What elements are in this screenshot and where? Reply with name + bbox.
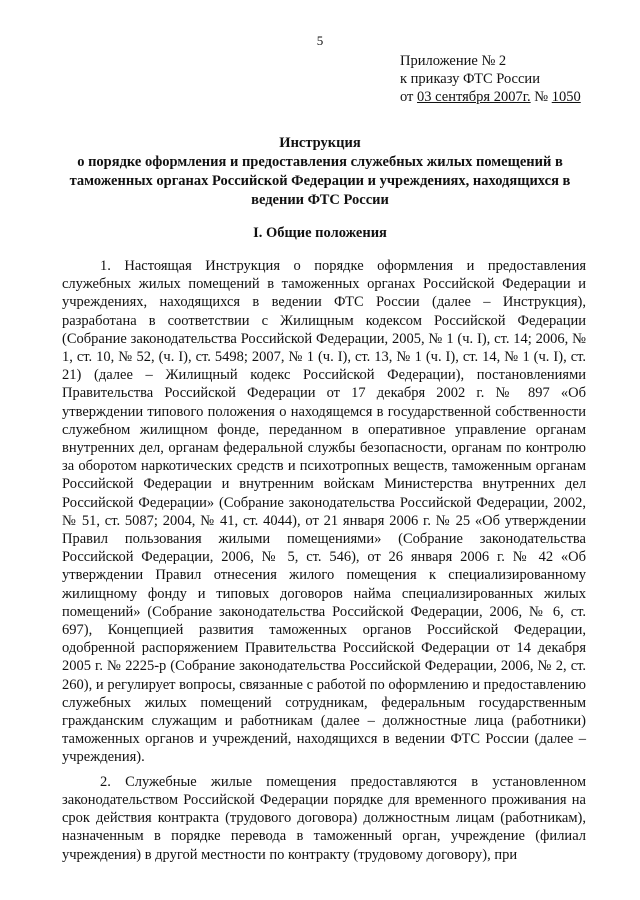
appendix-date: 03 сентября 2007г. [417,89,531,105]
appendix-line-2: к приказу ФТС России [400,71,540,87]
document-title [62,134,578,210]
appendix-line-1: Приложение № 2 [400,53,507,69]
paragraph-2: 2. Служебные жилые помещения предоставляются в установленном законодательством Российской Федерации порядке для временного проживания на срок действия контракта (трудового договора) должностным лицам (работникам), назначенным в порядке перевода в таможенный орган, учреждение (филиал учреждения) в другой местности по контракту (трудовому договору), при [62,773,586,863]
paragraph-1: 1. Настоящая Инструкция о порядке оформления и предоставления служебных жилых помещений в таможенных органах Российской Федерации и учреждениях, находящихся в ведении ФТС России (далее – Инструкция), разработана в соответствии с Жилищным кодексом Российской Федерации (Собрание законодательства Российской Федерации, 2005, № 1 (ч. I), ст. 14; 2006, № 1, ст. 10, № 52, (ч. I), ст. 5498; 2007, № 1 (ч. I), ст. 13, № 1 (ч. I), ст. 14, № 1 (ч. I), ст. 21) (далее – Жилищный кодекс Российской Федерации), постановлениями Правительства Российской Федерации от 17 декабря 2002 г. № 897 «Об утверждении типового положения о находящемся в государственной собственности служебном жилищном фонде, переданном в оперативное управление органам внутренних дел, органам федеральной службы безопасности, органам по контролю за оборотом наркотических средств и психотропных веществ, таможенным органам Российской Федерации и внутренним войскам Министерства внутренних дел Российской Федерации» (Собрание законодательства Российской Федерации, 2002, № 51, ст. 5087; 2004, № 41, ст. 4044), от 21 января 2006 г. № 25 «Об утверждении Правил пользования жилыми помещениями» (Собрание законодательства Российской Федерации, 2006, № 5, ст. 546), от 26 января 2006 г. № 42 «Об утверждении Правил отнесения жилого помещения к специализированному жилищному фонду и типовых договоров найма специализированных жилых помещений» (Собрание законодательства Российской Федерации, 2006, № 6, ст. 697), Концепцией развития таможенных органов Российской Федерации, одобренной распоряжением Правительства Российской Федерации от 14 декабря 2005 г. № 2225-р (Собрание законодательства Российской Федерации, 2006, № 2, ст. 260), и регулирует вопросы, связанные с работой по оформлению и предоставлению служебных жилых помещений сотрудникам, федеральным государственным гражданским служащим и работникам (далее – должностные лица (работники) таможенных органов и учреждений, находящихся в ведении ФТС России (далее – учреждения). [62,258,586,766]
appendix-date-prefix: от [400,89,418,105]
page-number: 5 [316,33,324,48]
title-line-1: Инструкция [279,135,361,151]
appendix-number-prefix: № [530,89,552,105]
document-body [62,257,586,864]
appendix-order-number: 1050 [551,89,581,105]
appendix-line-3 [400,88,630,106]
title-line-2: о порядке оформления и предоставления служебных жилых помещений в таможенных органах Российской Федерации и учреждениях, находящихся в ведении ФТС России [69,154,571,208]
section-heading: I. Общие положения [253,225,387,241]
appendix-block [400,52,630,106]
